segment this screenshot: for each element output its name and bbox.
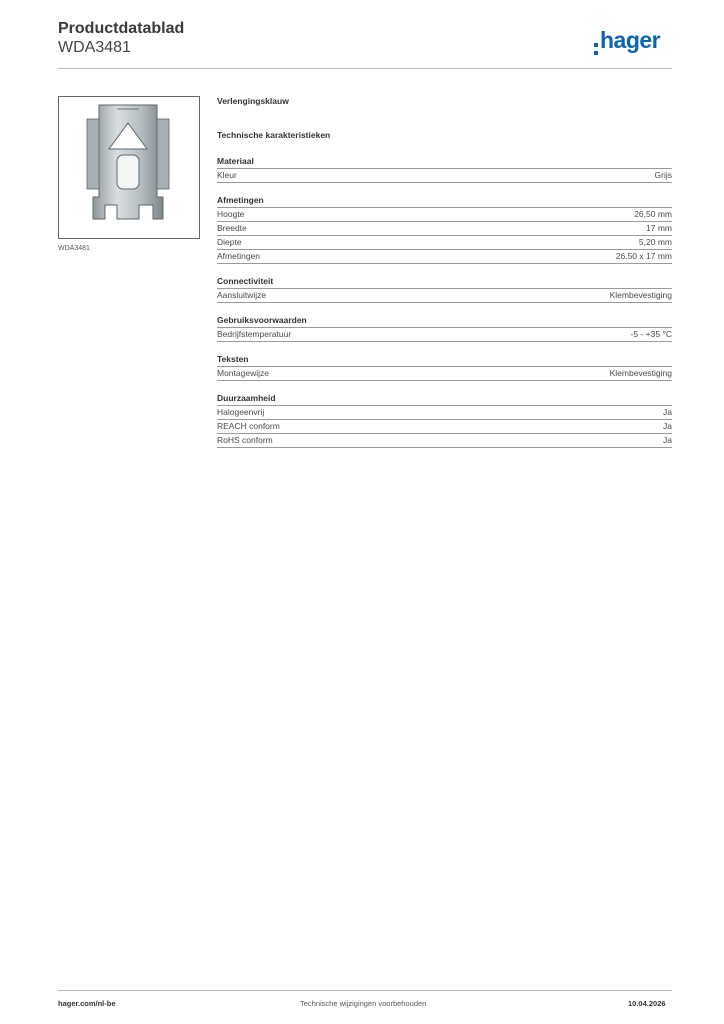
footer-notice: Technische wijzigingen voorbehouden (300, 999, 427, 1008)
section-duurzaamheid (217, 393, 672, 448)
spec-row (217, 289, 672, 303)
spec-label: Diepte (217, 237, 242, 247)
spec-label: Kleur (217, 170, 237, 180)
spec-row (217, 328, 672, 342)
spec-value: Ja (663, 435, 672, 445)
spec-label: Bedrijfstemperatuur (217, 329, 292, 339)
tech-heading: Technische karakteristieken (217, 130, 331, 140)
section-teksten (217, 354, 672, 381)
section-title: Gebruiksvoorwaarden (217, 315, 672, 328)
spec-label: Breedte (217, 223, 247, 233)
product-image (58, 96, 200, 239)
section-title: Connectiviteit (217, 276, 672, 289)
spec-value: -5 - +35 °C (630, 329, 672, 339)
spec-row (217, 406, 672, 420)
section-afmetingen (217, 195, 672, 264)
spec-value: Ja (663, 407, 672, 417)
spec-label: Hoogte (217, 209, 245, 219)
document-title: Productdatablad (58, 20, 185, 37)
footer-date: 10.04.2026 (628, 999, 666, 1008)
footer-url[interactable]: hager.com/nl-be (58, 999, 116, 1008)
spec-row (217, 222, 672, 236)
spec-label: REACH conform (217, 421, 280, 431)
spec-label: RoHS conform (217, 435, 273, 445)
footer-divider (58, 990, 672, 991)
spec-value: 26,50 mm (634, 209, 672, 219)
spec-value: 17 mm (646, 223, 672, 233)
section-connectiviteit (217, 276, 672, 303)
section-materiaal (217, 156, 672, 183)
spec-value: Klembevestiging (609, 368, 672, 378)
spec-value: 5,20 mm (638, 237, 672, 247)
spec-row (217, 169, 672, 183)
spec-label: Halogeenvrij (217, 407, 265, 417)
product-name: Verlengingsklauw (217, 96, 289, 106)
spec-content (217, 96, 672, 448)
spec-row (217, 367, 672, 381)
section-gebruiksvoorwaarden (217, 315, 672, 342)
spec-value: Ja (663, 421, 672, 431)
spec-row (217, 208, 672, 222)
product-code: WDA3481 (58, 39, 131, 56)
extension-claw-illustration (59, 97, 199, 238)
section-title: Afmetingen (217, 195, 672, 208)
section-title: Teksten (217, 354, 672, 367)
spec-label: Afmetingen (217, 251, 260, 261)
spec-row (217, 250, 672, 264)
logo-text: hager (600, 27, 661, 53)
spec-row (217, 236, 672, 250)
header-divider (58, 68, 672, 69)
spec-label: Aansluitwijze (217, 290, 267, 300)
spec-label: Montagewijze (217, 368, 269, 378)
image-caption: WDA3481 (58, 245, 90, 252)
spec-value: 26.50 x 17 mm (615, 251, 672, 261)
section-title: Duurzaamheid (217, 393, 672, 406)
spec-value: Klembevestiging (609, 290, 672, 300)
spec-value: Grijs (654, 170, 672, 180)
section-title: Materiaal (217, 156, 672, 169)
hager-logo (594, 27, 660, 55)
spec-row (217, 434, 672, 448)
spec-row (217, 420, 672, 434)
